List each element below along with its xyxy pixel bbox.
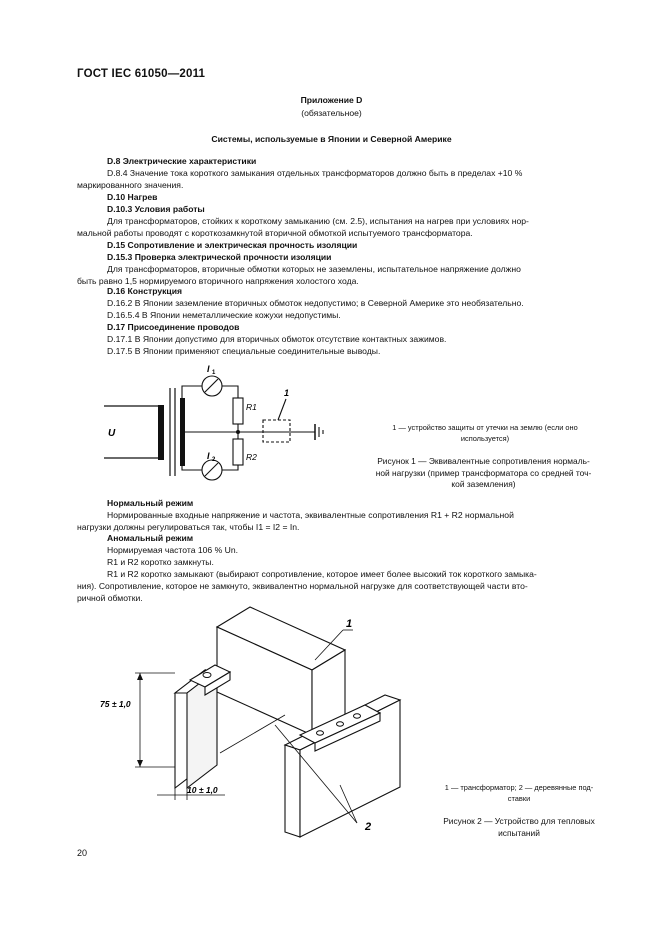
abnormal-mode-line1: Нормируемая частота 106 % Un. bbox=[107, 545, 238, 555]
abnormal-mode-line4: ния). Сопротивление, которое не замкнуто, эквивалентно нормальной нагрузке для соответствующей части вто- bbox=[77, 581, 528, 591]
label-u: U bbox=[108, 428, 116, 439]
figure2-legend: 1 — трансформатор; 2 — деревянные под- ставки bbox=[444, 783, 594, 803]
section-d103-line1: Для трансформаторов, стойких к короткому замыканию (см. 2.5), испытания на нагрев при условиях нор- bbox=[107, 216, 529, 226]
document-header: ГОСТ IEC 61050—2011 bbox=[77, 68, 206, 80]
secondary-winding bbox=[180, 398, 185, 466]
figure1-circuit-diagram bbox=[100, 358, 340, 483]
label-i1: I bbox=[207, 364, 210, 374]
dimension-width-label: 10 ± 1,0 bbox=[187, 785, 218, 795]
abnormal-mode-title: Аномальный режим bbox=[107, 533, 194, 543]
primary-winding bbox=[158, 405, 164, 460]
figure2-caption: Рисунок 2 — Устройство для тепловых испытаний bbox=[443, 816, 595, 838]
abnormal-mode-line2: R1 и R2 коротко замкнуты. bbox=[107, 557, 214, 567]
figure1-caption: Рисунок 1 — Эквивалентные сопротивления нормаль- ной нагрузки (пример трансформатора со средней точ- кой заземления) bbox=[375, 456, 592, 489]
section-d84-line1: D.8.4 Значение тока короткого замыкания отдельных трансформаторов должно быть в пределах +10 % bbox=[107, 168, 523, 178]
mounting-hole bbox=[203, 673, 211, 678]
page-number: 20 bbox=[77, 848, 88, 858]
normal-mode-line2: нагрузки должны регулироваться так, чтобы I1 = I2 = In. bbox=[77, 522, 300, 532]
label-r2: R2 bbox=[246, 452, 257, 462]
annex-subject: Системы, используемые в Японии и Северной Америке bbox=[211, 134, 452, 144]
abnormal-mode-line3: R1 и R2 коротко замыкают (выбирают сопротивление, которое имеет более высокий ток короткого замыка- bbox=[107, 569, 537, 579]
section-d103-title: D.10.3 Условия работы bbox=[107, 204, 205, 214]
section-d8-title: D.8 Электрические характеристики bbox=[107, 156, 257, 166]
normal-mode-line1: Нормированные входные напряжение и частота, эквивалентные сопротивления R1 + R2 нормальной bbox=[107, 510, 514, 520]
section-d153-line2: быть равно 1,5 нормируемого вторичного напряжения холостого хода. bbox=[77, 276, 359, 286]
callout-1-label: 1 bbox=[284, 388, 290, 398]
annex-title: Приложение D bbox=[300, 95, 363, 105]
resistor-r1 bbox=[233, 398, 243, 424]
callout-2-label: 2 bbox=[365, 821, 372, 833]
abnormal-mode-line5: ричной обмотки. bbox=[77, 593, 143, 603]
resistor-r2 bbox=[233, 439, 243, 465]
section-d175: D.17.5 В Японии применяют специальные соединительные выводы. bbox=[107, 346, 381, 356]
callout-1-label-fig2: 1 bbox=[346, 618, 353, 630]
figure1-legend: 1 — устройство защиты от утечки на землю (если оно используется) bbox=[392, 423, 578, 443]
section-d10-title: D.10 Нагрев bbox=[107, 192, 158, 202]
figure2-test-setup-drawing bbox=[95, 605, 425, 840]
ammeter-i1-icon bbox=[202, 376, 222, 396]
section-d103-line2: мальной работы проводят с короткозамкнутой вторичной обмоткой испытуемого трансформатора. bbox=[77, 228, 473, 238]
normal-mode-title: Нормальный режим bbox=[107, 498, 194, 508]
callout-leader-1 bbox=[278, 399, 286, 420]
svg-text:1: 1 bbox=[212, 370, 216, 376]
leakage-protection-device bbox=[263, 420, 290, 442]
ammeter-i2-icon bbox=[202, 460, 222, 480]
section-d16-title: D.16 Конструкция bbox=[107, 286, 183, 296]
section-d153-title: D.15.3 Проверка электрической прочности изоляции bbox=[107, 252, 332, 262]
dimension-height-label: 75 ± 1,0 bbox=[100, 699, 131, 709]
section-d17-title: D.17 Присоединение проводов bbox=[107, 322, 240, 332]
svg-text:2: 2 bbox=[212, 457, 216, 463]
section-d171: D.17.1 В Японии допустимо для вторичных обмоток отсутствие контактных зажимов. bbox=[107, 334, 447, 344]
section-d84-line2: маркированного значения. bbox=[77, 180, 184, 190]
annex-status: (обязательное) bbox=[301, 108, 362, 118]
section-d153-line1: Для трансформаторов, вторичные обмотки которых не заземлены, испытательное напряжение должно bbox=[107, 264, 521, 274]
label-i2: I bbox=[207, 451, 210, 461]
section-d162: D.16.2 В Японии заземление вторичных обмоток недопустимо; в Северной Америке это необязательно. bbox=[107, 298, 524, 308]
section-d1654: D.16.5.4 В Японии неметаллические кожухи недопустимы. bbox=[107, 310, 341, 320]
label-r1: R1 bbox=[246, 402, 257, 412]
section-d15-title: D.15 Сопротивление и электрическая прочность изоляции bbox=[107, 240, 358, 250]
